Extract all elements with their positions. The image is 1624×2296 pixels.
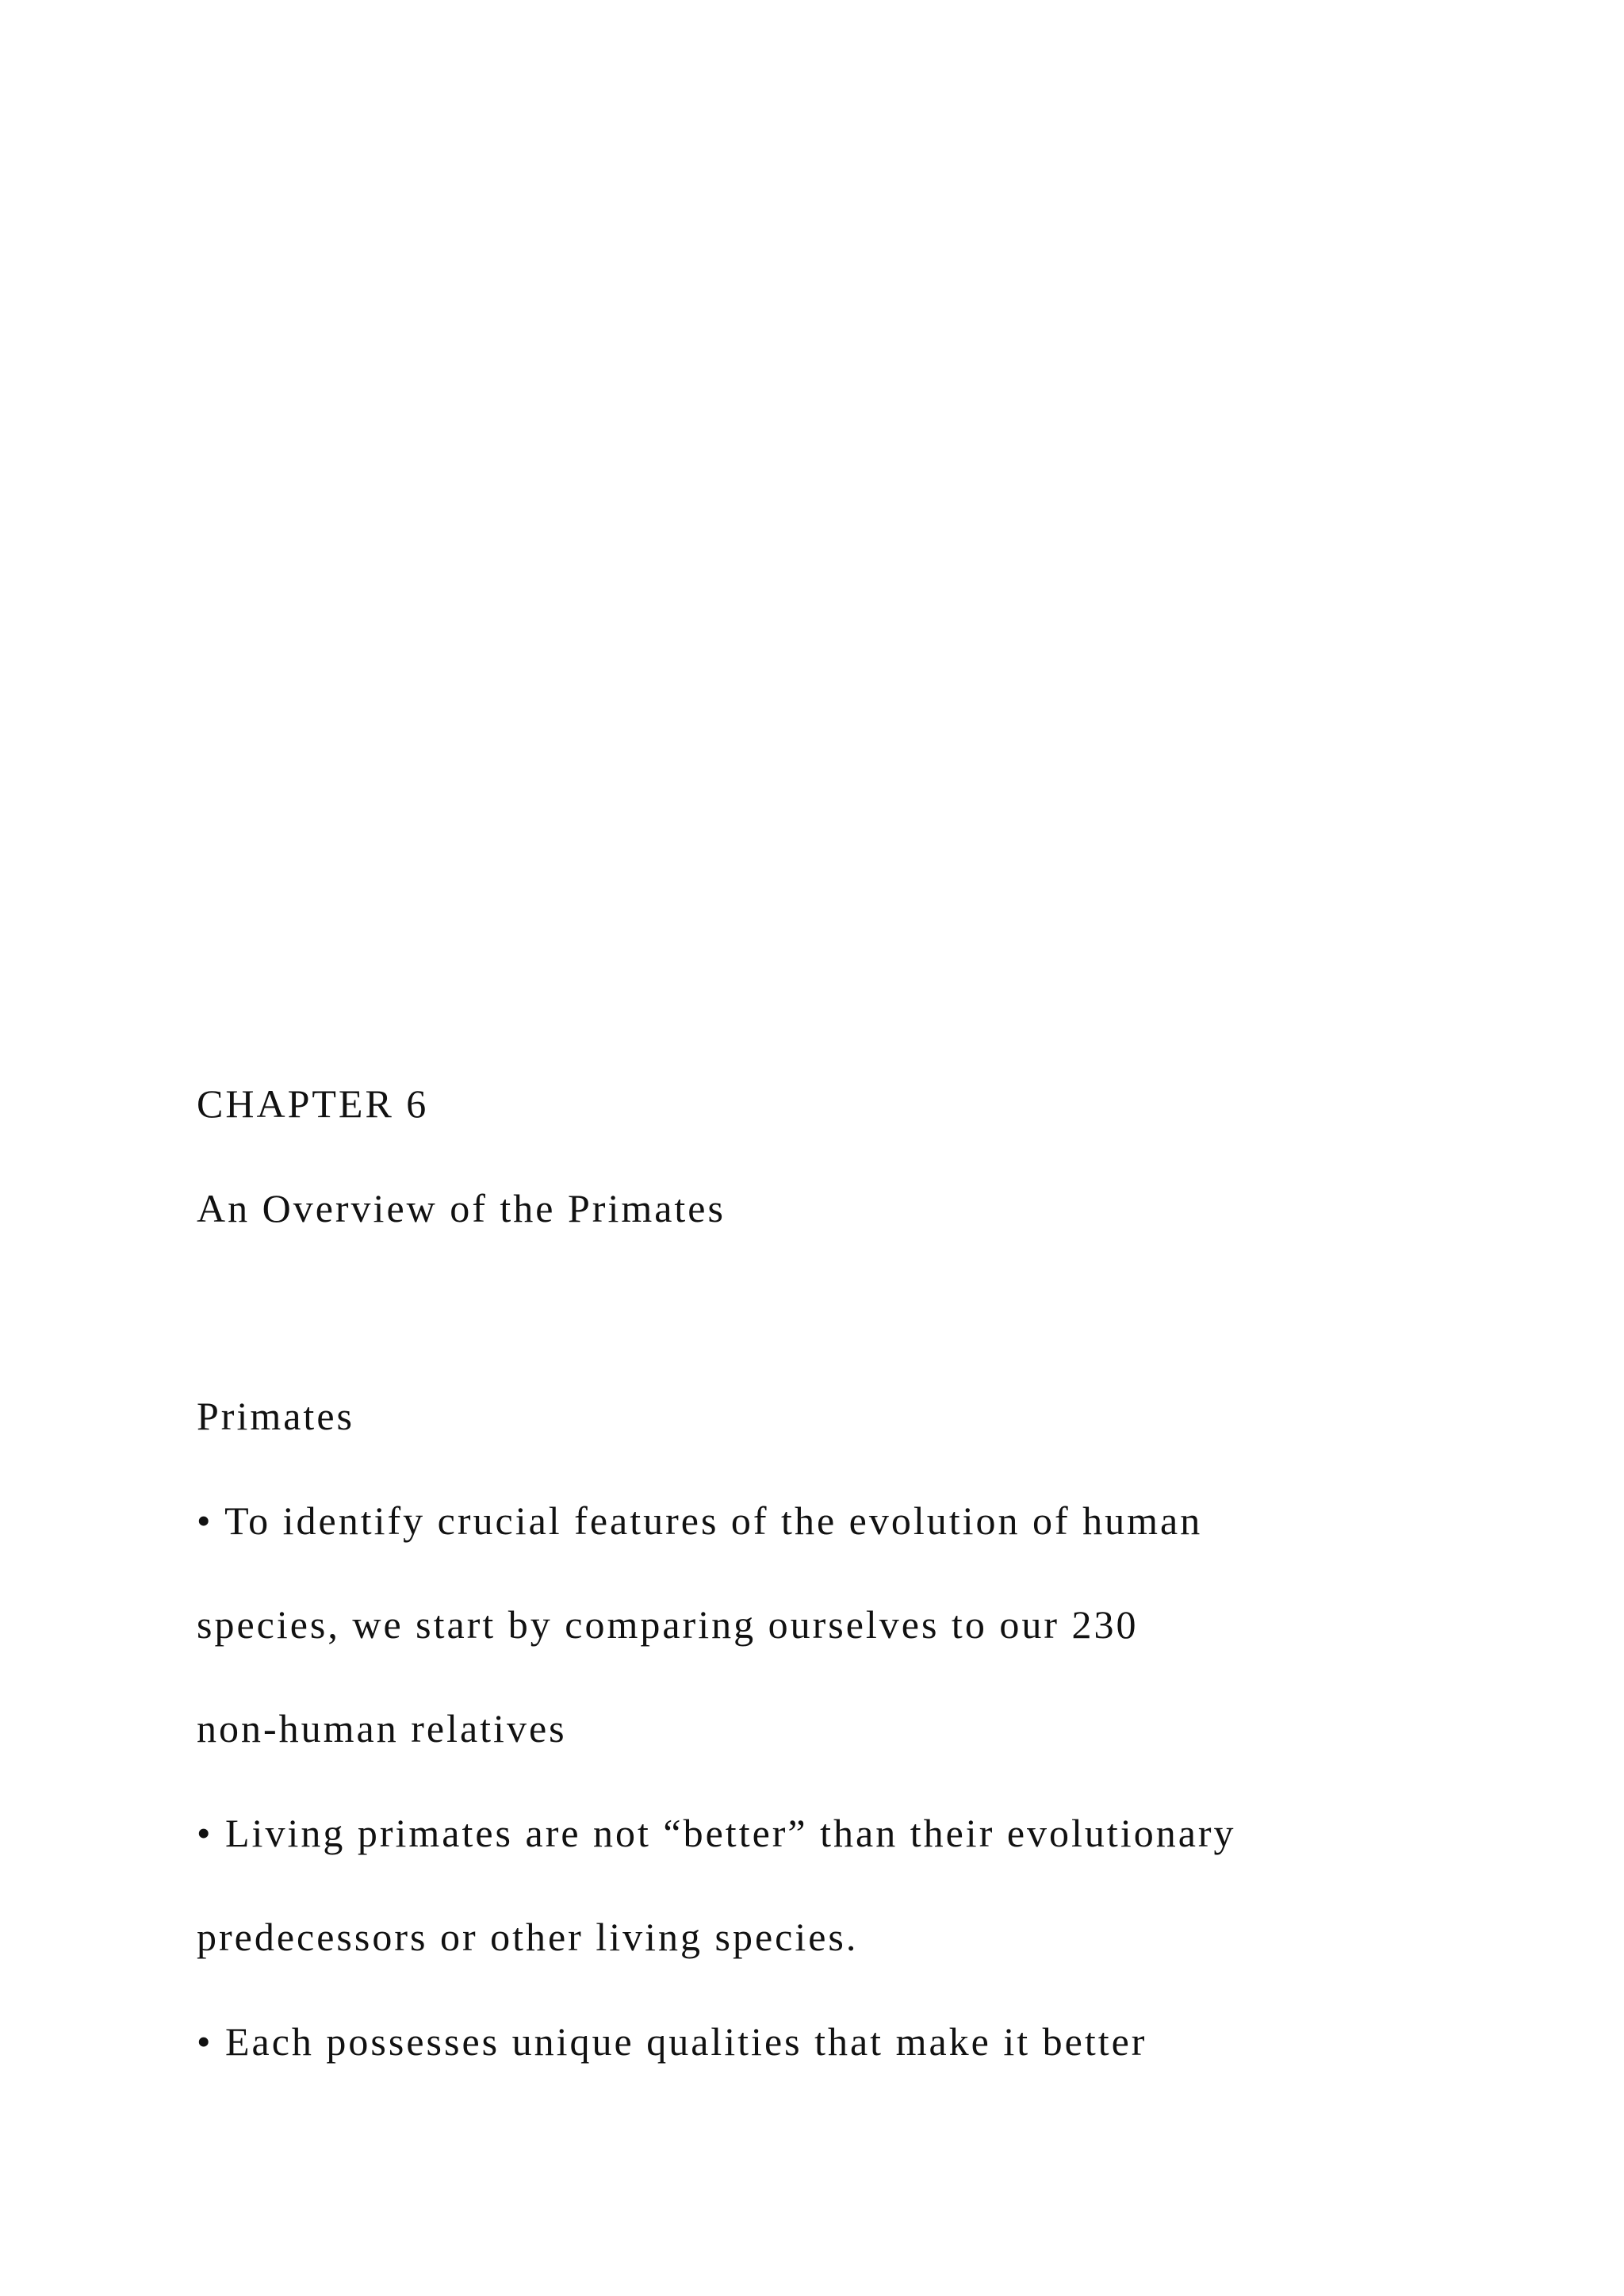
body-line: • Each possesses unique qualities that make it better <box>197 2019 1147 2064</box>
body-line: • To identify crucial features of the evolution of human <box>197 1498 1203 1543</box>
body-line: • Living primates are not “better” than their evolutionary <box>197 1811 1236 1855</box>
body-line: predecessors or other living species. <box>197 1915 859 1959</box>
body-line: non-human relatives <box>197 1706 567 1751</box>
body-line: species, we start by comparing ourselves to our 230 <box>197 1602 1139 1647</box>
chapter-title: An Overview of the Primates <box>197 1186 726 1230</box>
chapter-heading: CHAPTER 6 <box>197 1081 429 1126</box>
section-heading: Primates <box>197 1394 354 1438</box>
